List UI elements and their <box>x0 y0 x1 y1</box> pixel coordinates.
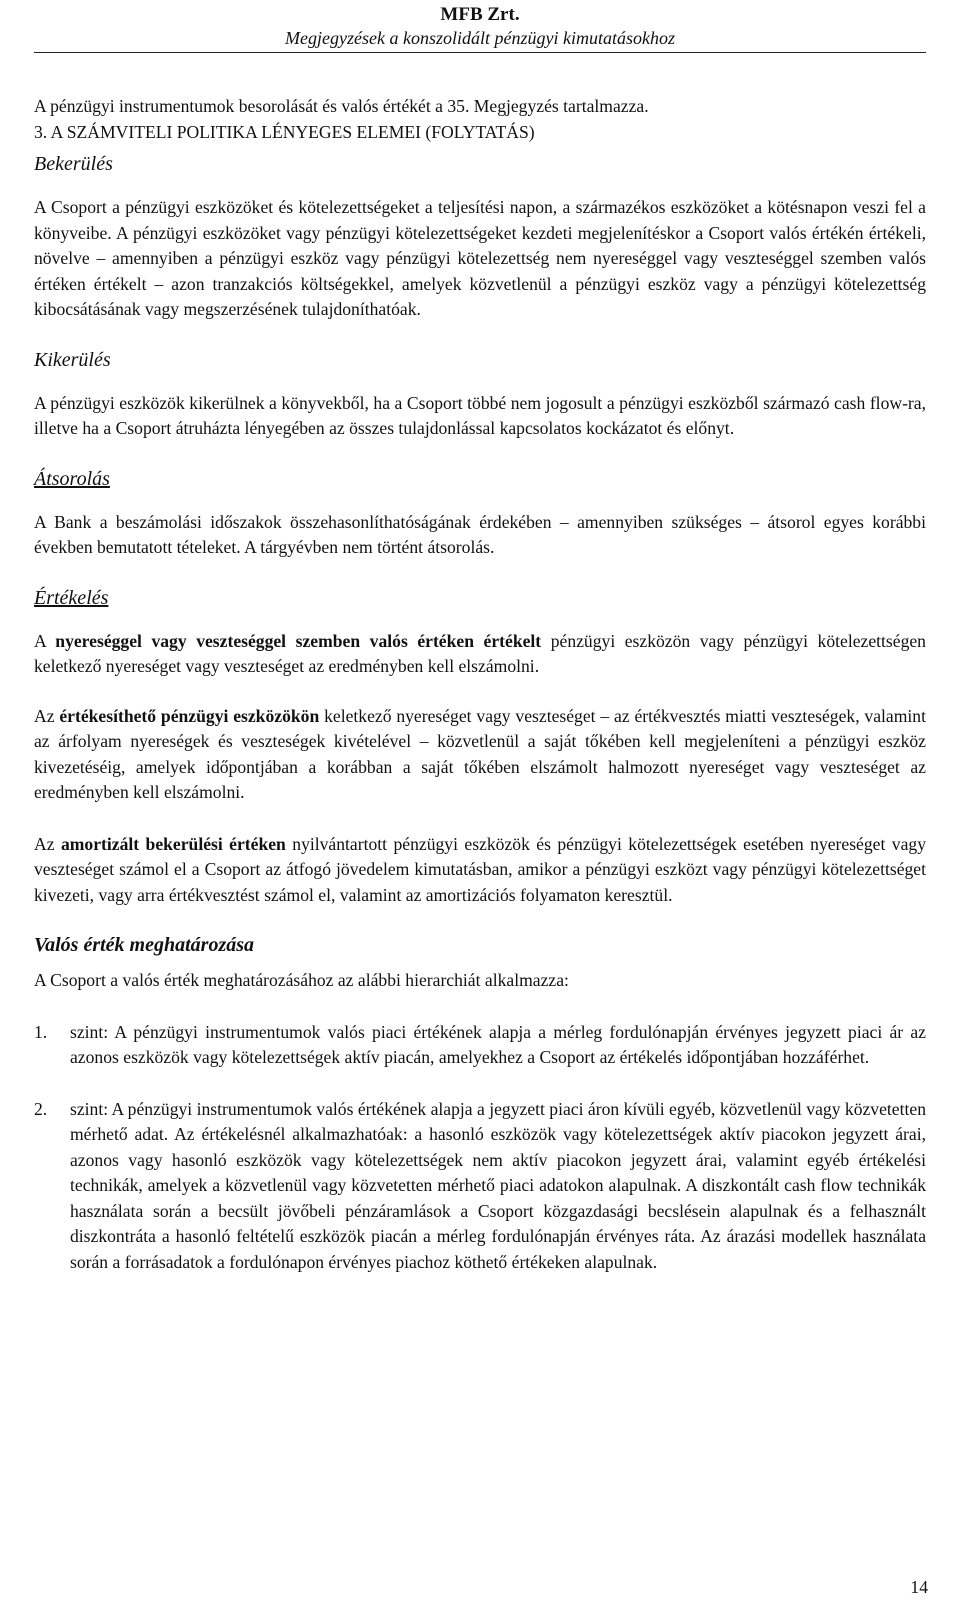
bold-term: amortizált bekerülési értéken <box>60 833 286 854</box>
list-number: 1. <box>34 1021 48 1042</box>
heading-atsorolas <box>34 466 926 492</box>
document-body <box>34 94 926 1275</box>
list-text: szint: A pénzügyi instrumentumok valós piaci értékének alapja a mérleg fordulónapján érvényes jegyzett piaci ár az azonos eszközök vagy kötelezettségek aktív piacán, amelyekhez a Csoport az értékelés időpontjában hozzáférhet. <box>70 1021 926 1067</box>
text-span: A <box>34 630 56 651</box>
heading-valos-ertek: Valós érték meghatározása <box>34 934 255 956</box>
header-rule <box>34 52 926 53</box>
text-span: Az <box>34 833 61 854</box>
list-text: szint: A pénzügyi instrumentumok valós értékének alapja a jegyzett piaci áron kívüli egyéb, közvetlenül vagy közvetetten mérhető adat. Az értékelésnél alkalmazhatóak: a hasonló eszközök vagy kötelezettségek aktív piacokon jegyzett árai, azonos vagy hasonló eszközök vagy kötelezettségek nem aktív piacokon jegyzett árai, valamint egyéb értékelési technikák, amelyek a közvetlenül vagy közvetetten mérhető piaci adatokon alapulnak. A diszkontált cash flow technikák használata során a becsült jövőbeli pénzáramlások a Csoport közgazdasági becslésein alapulnak és a felhasznált diszkontráta a hasonló feltételű eszközök piacán a mérleg fordulónapján érvényes ráta. Az árazási modellek használata során a forrásadatok a fordulónapon érvényes piachoz köthető értékeken alapulnak. <box>70 1098 926 1272</box>
list-item <box>34 1020 926 1071</box>
list-number: 2. <box>34 1098 48 1119</box>
heading-ertekeles-text: Értékelés <box>34 586 109 609</box>
paragraph-valos-ertek-intro: A Csoport a valós érték meghatározásához az alábbi hierarchiát alkalmazza: <box>34 970 569 990</box>
intro-paragraph: A pénzügyi instrumentumok besorolását és valós értékét a 35. Megjegyzés tartalmazza. <box>34 96 649 116</box>
heading-atsorolas-text: Átsorolás <box>34 467 110 490</box>
heading-kikerules: Kikerülés <box>34 348 111 371</box>
paragraph-ertekeles-3 <box>34 832 926 909</box>
paragraph-bekerules: A Csoport a pénzügyi eszközöket és kötelezettségeket a teljesítési napon, a származékos eszközöket a kötésnapon veszi fel a könyveibe. A pénzügyi eszközöket vagy pénzügyi kötelezettségeket kezdeti megjelenítéskor a Csoport valós értékén értékeli, növelve – amennyiben a pénzügyi eszköz vagy pénzügyi kötelezettség nem nyereséggel vagy veszteséggel szemben valós értéken értékelt – azon tranzakciós költségekkel, amelyek közvetlenül a pénzügyi eszköz vagy a pénzügyi kötelezettség kibocsátásának vagy megszerzésének tulajdoníthatóak. <box>34 197 926 319</box>
header-subtitle: Megjegyzések a konszolidált pénzügyi kimutatásokhoz <box>285 28 675 48</box>
heading-bekerules: Bekerülés <box>34 153 113 175</box>
text-span: pénzügyi eszközön vagy pénzügyi kötelezettségen keletkező nyereséget vagy veszteséget az eredményben kell elszámolni. <box>34 630 926 676</box>
list-item <box>34 1097 926 1276</box>
text-span: nyilvántartott pénzügyi eszközök és pénzügyi kötelezettségek esetében nyereséget vagy veszteséget számol el a Csoport az átfogó jövedelem kimutatásban, amikor a pénzügyi eszközt vagy pénzügyi kötelezettséget kivezeti, vagy arra értékvesztést számol el, valamint az amortizációs folyamaton keresztül. <box>34 833 926 905</box>
text-span: Az <box>34 705 60 726</box>
paragraph-ertekeles-2 <box>34 704 926 806</box>
bold-term: nyereséggel vagy veszteséggel szemben valós értéken értékelt <box>55 630 542 651</box>
paragraph-ertekeles-1 <box>34 629 926 680</box>
header-rule-wrap <box>0 0 960 60</box>
paragraph-kikerules: A pénzügyi eszközök kikerülnek a könyvekből, ha a Csoport többé nem jogosult a pénzügyi eszközből származó cash flow-ra, illetve ha a Csoport átruházta lényegében az összes tulajdonlással kapcsolatos kockázatot és előnyt. <box>34 392 926 438</box>
text-span: keletkező nyereséget vagy veszteséget – az értékvesztés miatti veszteségek, valamint az árfolyam nyereségek és veszteségek kivételével – közvetlenül a saját tőkében kell megjeleníteni a pénzügyi eszköz kivezetéséig, amelyek időpontjában a korábban a saját tőkében elszámolt halmozott nyereséget vagy veszteséget az eredményben kell elszámolni. <box>34 705 926 802</box>
bold-term: értékesíthető pénzügyi eszközökön <box>59 705 320 726</box>
paragraph-atsorolas: A Bank a beszámolási időszakok összehasonlíthatóságának érdekében – amennyiben szükséges – átsorol egyes korábbi években bemutatott tételeket. A tárgyévben nem történt átsorolás. <box>34 511 926 557</box>
section-title: 3. A SZÁMVITELI POLITIKA LÉNYEGES ELEMEI (FOLYTATÁS) <box>34 122 535 142</box>
page-number: 14 <box>910 1577 928 1597</box>
heading-ertekeles <box>34 585 926 611</box>
company-name: MFB Zrt. <box>440 4 520 25</box>
